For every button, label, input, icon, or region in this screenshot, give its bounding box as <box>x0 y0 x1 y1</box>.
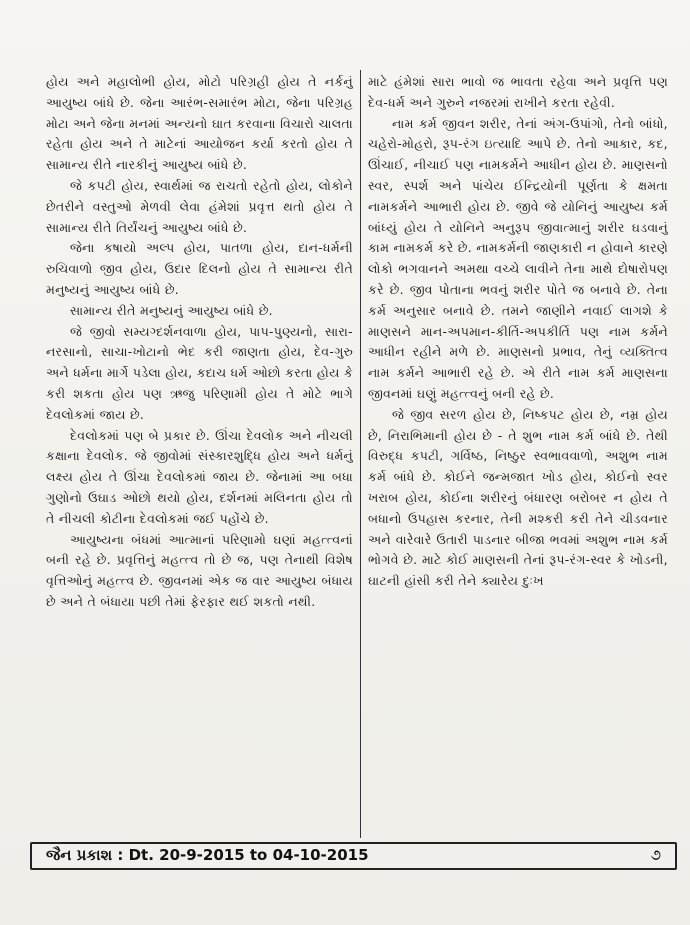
page-number: ૭ <box>650 846 661 864</box>
paragraph: જે કપટી હોય, સ્વાર્થમાં જ રાચતો રહેતો હોય, લોકોને છેતરીને વસ્તુઓ મેળવી લેવા હંમેશાં પ્રવૃત્ત થતો હોય તે સામાન્ય રીતે તિર્યંચનું આયુષ્ય બાંધે છે. <box>46 178 353 235</box>
paragraph: આયુષ્યના બંધમાં આત્માનાં પરિણામો ઘણાં મહત્ત્વનાં બની રહે છે. પ્રવૃત્તિનું મહત્ત્વ તો છે જ, પણ તેનાથી વિશેષ વૃત્તિઓનું મહત્ત્વ છે. જીવનમાં એક જ વાર આયુષ્ય બંધાય છે અને તે બંધાયા પછી તેમાં ફેરફાર થઈ શકતો નથી. <box>46 532 353 609</box>
left-column <box>46 72 353 613</box>
paragraph: જે જીવો સમ્યગ્દર્શનવાળા હોય, પાપ-પુણ્યનો, સારા-નરસાનો, સાચા-ખોટાનો ભેદ કરી જાણતા હોય, દેવ-ગુરુ અને ધર્મના માર્ગે પડેલા હોય, કદાચ ધર્મ ઓછો કરતા હોય કે કરી શકતા હોય પણ ઋજુ પરિણામી હોય તે મોટે ભાગે દેવલોકમાં જાય છે. <box>46 324 353 422</box>
paragraph: સામાન્ય રીતે મનુષ્યનું આયુષ્ય બાંધે છે. <box>70 303 273 318</box>
paragraph: નામ કર્મ જીવન શરીર, તેનાં અંગ-ઉપાંગો, તેનો બાંધો, ચહેરો-મોહરો, રૂપ-રંગ ઇત્યાદિ આપે છે. તેનો આકાર, કદ, ઊંચાઈ, નીચાઈ પણ નામકર્મને આધીન હોય છે. માણસનો સ્વર, સ્પર્શ અને પાંચેય ઈન્દ્રિયોની પૂર્ણતા કે ક્ષમતા નામકર્મને આભારી હોય છે. જીવે જે યોનિનું આયુષ્ય કર્મ બાંધ્યું હોય તે યોનિને અનુરૂપ જીવાત્માનું શરીર ઘડવાનું કામ નામકર્મ કરે છે. નામકર્મની જાણકારી ન હોવાને કારણે લોકો ભગવાનને અમથા વચ્ચે લાવીને તેના માથે દોષારોપણ કરે છે. જીવ પોતાના ભવનું શરીર પોતે જ બનાવે છે. તેના કર્મ અનુસાર બનાવે છે. તમને જાણીને નવાઈ લાગશે કે માણસને માન-અપમાન-કીર્તિ-અપકીર્તિ પણ નામ કર્મને આધીન રહીને મળે છે. માણસનો પ્રભાવ, તેનું વ્યક્તિત્વ નામ કર્મને આભારી રહે છે. એ રીતે નામ કર્મ માણસના જીવનમાં ઘણું મહત્ત્વનું બની રહે છે. <box>368 116 668 401</box>
paragraph: જેના કષાયો અલ્પ હોય, પાતળા હોય, દાન-ધર્મની રુચિવાળો જીવ હોય, ઉદાર દિલનો હોય તે સામાન્ય રીતે મનુષ્યનું આયુષ્ય બાંધે છે. <box>46 241 353 297</box>
paragraph: હોય અને મહાલોભી હોય, મોટો પરિગ્રહી હોય તે નર્કનું આયુષ્ય બાંધે છે. જેના આરંભ-સમારંભ મોટા, જેના પરિગ્રહ મોટા અને જેના મનમાં અન્યનો ઘાત કરવાના વિચારો ચાલતા રહેતા હોય અને તે માટેનાં આયોજન કર્યા કરતો હોય તે સામાન્ય રીતે નારકીનું આયુષ્ય બાંધે છે. <box>46 75 353 173</box>
right-column <box>368 72 668 592</box>
paragraph: માટે હંમેશાં સારા ભાવો જ ભાવતા રહેવા અને પ્રવૃત્તિ પણ દેવ-ધર્મ અને ગુરુને નજરમાં રાખીને કરતા રહેવી. <box>368 75 668 110</box>
footer-bar <box>30 842 677 870</box>
publication-title: જૈન પ્રકાશ : Dt. 20-9-2015 to 04-10-2015 <box>46 846 369 864</box>
paragraph: દેવલોકમાં પણ બે પ્રકાર છે. ઊંચા દેવલોક અને નીચલી કક્ષાના દેવલોક. જે જીવોમાં સંસ્કારશુદ્ધિ હોય અને ધર્મનું લક્ષ્ય હોય તે ઊંચા દેવલોકમાં જાય છે. જેનામાં આ બધા ગુણોનો ઉઘાડ ઓછો થયો હોય, દર્શનમાં મલિનતા હોય તો તે નીચલી કોટીના દેવલોકમાં જઈ પહોંચે છે. <box>46 428 353 526</box>
paragraph: જે જીવ સરળ હોય છે, નિષ્કપટ હોય છે, નમ્ર હોય છે, નિરાભિમાની હોય છે - તે શુભ નામ કર્મ બાંધે છે. તેથી વિરુદ્ધ કપટી, ગર્વિષ્ઠ, નિષ્ઠુર સ્વભાવવાળો, અશુભ નામ કર્મ બાંધે છે. કોઈને જન્મજાત ખોડ હોય, કોઈનો સ્વર ખરાબ હોય, કોઈના શરીરનું બંધારણ બરોબર ન હોય તે બધાનો ઉપહાસ કરનાર, તેની મશ્કરી કરી તેને ચીડવનાર અને વારેવારે ઉતારી પાડનાર બીજા ભવમાં અશુભ નામ કર્મ ભોગવે છે. માટે કોઈ માણસની તેનાં રૂપ-રંગ-સ્વર કે ખોડની, ઘાટની હાંસી કરી તેને ક્યારેય દુઃખ <box>368 407 668 589</box>
column-divider <box>360 70 361 838</box>
